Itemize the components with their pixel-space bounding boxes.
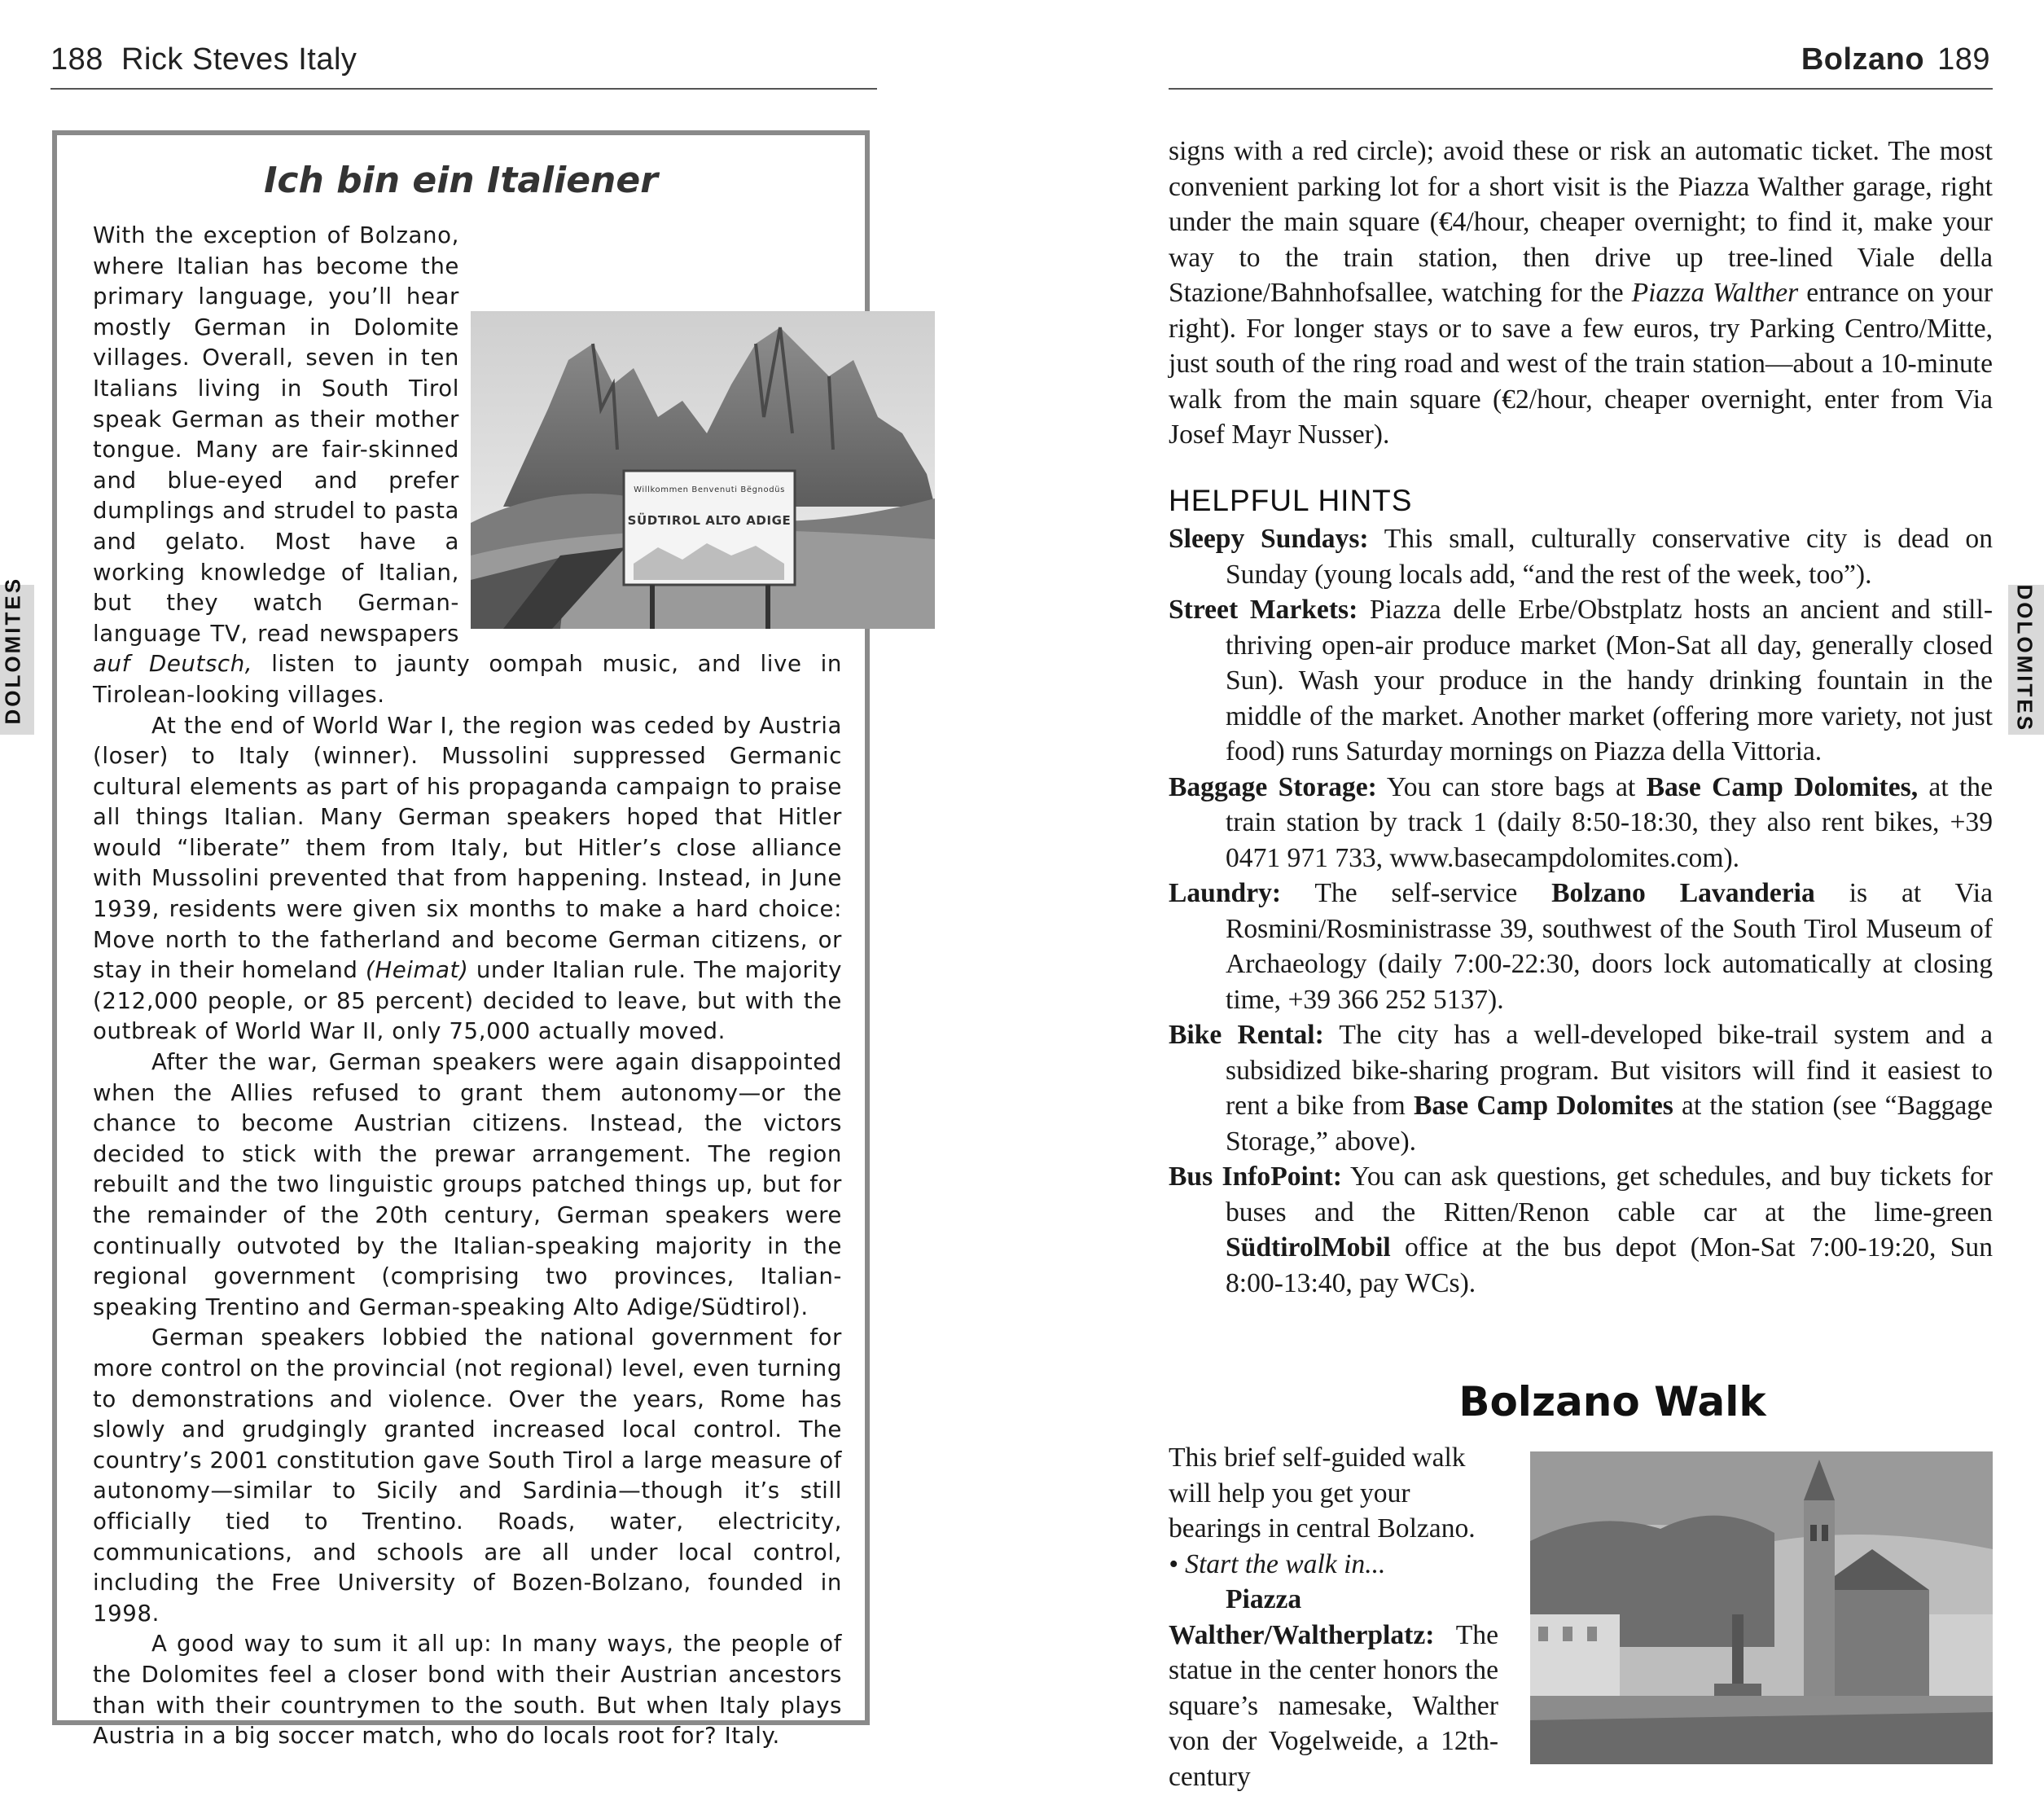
header-rule [1169, 88, 1993, 90]
sign-welcome-text: Willkommen Benvenuti Bëgnodüs [634, 485, 785, 494]
hint-item: Bus InfoPoint: You can ask questions, get schedules, and buy tickets for buses and the Ritten/Renon cable car at the lime-green SüdtirolMobil office at the bus depot (Mon-Sat 7:00-19:20, Sun 8:00-13:40, pay WCs). [1169, 1162, 1993, 1298]
hint-item: Street Markets: Piazza delle Erbe/Obstplatz hosts an ancient and still-thriving open-air produce market (Mon-Sat all day, generally closed Sun). Wash your produce in the handy drinking fountain in the middle of the market. Another market (offering more variety, not just food) runs Saturday mornings on Piazza della Vittoria. [1169, 595, 1993, 766]
piazza-photo-graphic [1530, 1451, 1993, 1764]
sidebar-paragraph: At the end of World War I, the region was ceded by Austria (loser) to Italy (winner). Mussolini suppressed Germanic cultural elements as part of his propaganda campaign to praise all things Italian. Many German speakers hoped that Hitler would “liberate” them from Italy, but Hitler’s close alliance with Mussolini prevented that from happening. Instead, in June 1939, residents were given six months to make a hard choice: Move north to the fatherland and become German citizens, or stay in their homeland (Heimat) under Italian rule. The majority (212,000 people, or 85 percent) decided to leave, but with the outbreak of World War II, only 75,000 actually moved. [93, 711, 842, 1045]
hint-item: Baggage Storage: You can store bags at Base Camp Dolomites, at the train station by track 1 (daily 8:50-18:30, they also rent bikes, +39 0471 971 733, www.basecampdolomites.com). [1169, 771, 1993, 873]
side-tab-left: DOLOMITES [0, 585, 34, 735]
helpful-hints-list [1169, 521, 1993, 1301]
side-tab-right: DOLOMITES [2008, 585, 2044, 735]
piazza-walther-photo [1530, 1451, 1993, 1764]
mountain-photo-graphic [471, 311, 935, 629]
header-rule [50, 88, 877, 90]
hint-item: Sleepy Sundays: This small, culturally conservative city is dead on Sunday (young locals add, “and the rest of the week, too”). [1169, 524, 1993, 590]
hint-item: Laundry: The self-service Bolzano Lavanderia is at Via Rosmini/Rosministrasse 39, southwest of the South Tirol Museum of Archaeology (daily 7:00-22:30, doors lock automatically at closing time, +39 366 252 5137). [1169, 878, 1993, 1015]
sidebar-paragraph: A good way to sum it all up: In many ways, the people of the Dolomites feel a closer bond with their Austrian ancestors than with their countrymen to the south. But when Italy plays Austria in a big soccer match, who do locals root for? Italy. [93, 1630, 842, 1750]
hint-item: Bike Rental: The city has a well-developed bike-trail system and a subsidized bike-sharing program. But visitors will find it easiest to rent a bike from Base Camp Dolomites at the station (see “Baggage Storage,” above). [1169, 1020, 1993, 1157]
bolzano-walk-text: This brief self-guided walk will help you get your bearings in central Bolzano. • Start the walk in... Piazza Walther/Waltherplatz: The statue in the center honors the square’s namesake, Walther von der Vogelweide, a 12th-century [1169, 1443, 1498, 1792]
book-title: Rick Steves Italy [121, 42, 357, 77]
sidebar-body [93, 220, 842, 1751]
sidebar-paragraph: German speakers lobbied the national government for more control on the provincial (not regional) level, even turning to demonstrations and violence. Over the years, Rome has slowly and grudgingly granted increased local control. The country’s 2001 constitution gave South Tirol a large measure of autonomy—similar to Sicily and Sardinia—though it’s still officially tied to Trentino. Roads, water, electricity, communications, and schools are all under local control, including the Free University of Bozen-Bolzano, founded in 1998. [93, 1324, 842, 1627]
sidebar-box [52, 130, 870, 1750]
sidebar-title: Ich bin ein Italiener [264, 160, 658, 201]
running-head-left [50, 42, 357, 77]
sidebar-paragraph: Willkommen Benvenuti Bëgnodüs SÜDTIROL ALTO ADIGE With the exception of Bolzano, where Italian has become the primary language, you’ll hear mostly German in Dolomite villages. Overall, seven in ten Italians living in South Tirol speak German as their mother tongue. Many are fair-skinned and blue-eyed and prefer dumplings and strudel to pasta and gelato. Most have a working knowledge of Italian, but they watch German-language TV, read newspapers auf Deutsch, listen to jaunty oompah music, and live in Tirolean-looking villages. [93, 220, 842, 710]
bolzano-walk-heading: Bolzano Walk [1458, 1378, 1766, 1425]
helpful-hints-heading: HELPFUL HINTS [1169, 484, 1413, 517]
sign-region-text: SÜDTIROL ALTO ADIGE [627, 513, 792, 528]
right-page [1022, 0, 2044, 1818]
dolomites-sign-photo [471, 311, 935, 629]
sidebar-paragraph: After the war, German speakers were again disappointed when the Allies refused to grant them autonomy—or the chance to become Austrian citizens. Instead, the victors decided to stick with the prewar arrangement. The region rebuilt and the two linguistic groups patched things up, but for the remainder of the 20th century, German speakers were continually outvoted by the Italian-speaking majority in the regional government (comprising two provinces, Italian-speaking Trentino and German-speaking Alto Adige/Südtirol). [93, 1048, 842, 1320]
page-number: 189 [1937, 42, 1990, 77]
running-head-right [1801, 42, 1990, 77]
section-title: Bolzano [1801, 42, 1925, 77]
parking-continued-text: signs with a red circle); avoid these or risk an automatic ticket. The most convenient parking lot for a short visit is the Piazza Walther garage, right under the main square (€4/hour, cheaper overnight; to find it, make your way to the train station, then drive up tree-lined Viale della Stazione/Bahnhofsallee, watching for the Piazza Walther entrance on your right). For longer stays or to save a few euros, try Parking Centro/Mitte, just south of the ring road and west of the train station—about a 10-minute walk from the main square (€2/hour, cheaper overnight, enter from Via Josef Mayr Nusser). [1169, 136, 1994, 450]
page-number: 188 [50, 42, 103, 77]
